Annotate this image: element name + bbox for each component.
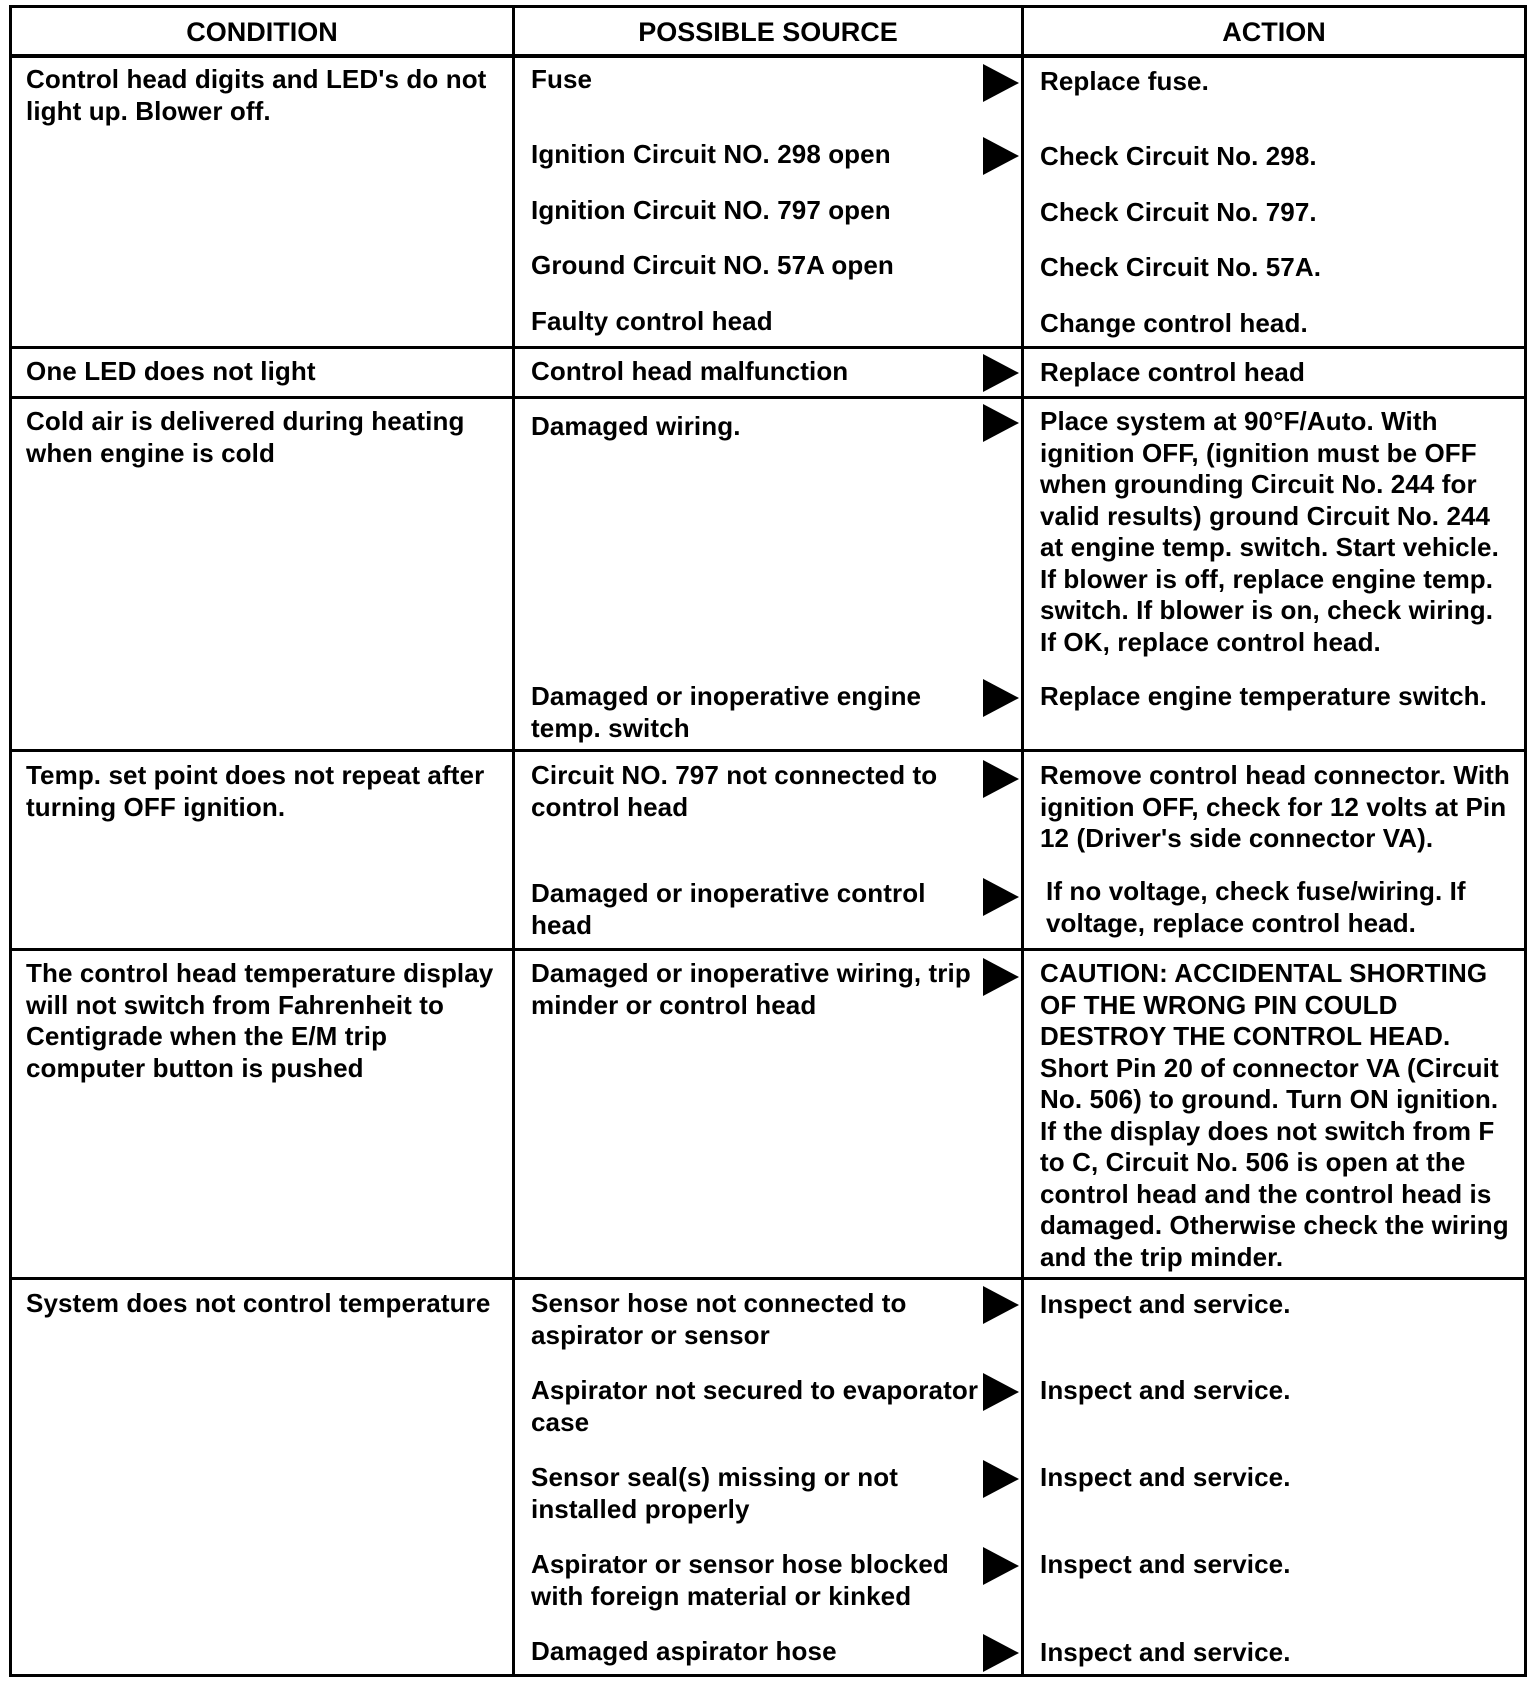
row-1-action-2: Check Circuit No. 298. xyxy=(1040,141,1317,171)
arrow-icon xyxy=(983,679,1019,717)
arrow-icon xyxy=(983,1547,1019,1585)
row-4-source-1: Circuit NO. 797 not connected to control head xyxy=(531,760,938,822)
row-6-action-2: Inspect and service. xyxy=(1040,1375,1291,1405)
row-6-source-4: Aspirator or sensor hose blocked with foreign material or kinked xyxy=(531,1549,949,1611)
row-1-source-5: Faulty control head xyxy=(531,306,773,336)
row-1-source-2: Ignition Circuit NO. 298 open xyxy=(531,139,891,169)
row-divider xyxy=(12,1277,1524,1280)
row-1-condition: Control head digits and LED's do not light up. Blower off. xyxy=(26,64,487,126)
row-6-action-5: Inspect and service. xyxy=(1040,1637,1291,1667)
diagnosis-table xyxy=(9,5,1527,1677)
row-1-source-1: Fuse xyxy=(531,64,593,94)
arrow-icon xyxy=(983,958,1019,996)
row-divider xyxy=(12,396,1524,399)
row-1-action-3: Check Circuit No. 797. xyxy=(1040,197,1317,227)
row-1-source-3: Ignition Circuit NO. 797 open xyxy=(531,195,891,225)
row-2-source-1: Control head malfunction xyxy=(531,356,849,386)
row-6-condition: System does not control temperature xyxy=(26,1288,491,1318)
row-1-action-5: Change control head. xyxy=(1040,308,1308,338)
row-3-source-2: Damaged or inoperative engine temp. switch xyxy=(531,681,922,743)
row-6-source-1: Sensor hose not connected to aspirator or sensor xyxy=(531,1288,907,1350)
row-4-action-1: Remove control head connector. With ignition OFF, check for 12 volts at Pin 12 (Driver's side connector VA). xyxy=(1040,760,1510,853)
row-1-action-4: Check Circuit No. 57A. xyxy=(1040,252,1322,282)
row-3-action-1: Place system at 90°F/Auto. With ignition OFF, (ignition must be OFF when grounding Circuit No. 244 for valid results) ground Circuit No. 244 at engine temp. switch. Start vehicle. If blower is off, replace engine temp. switch. If blower is on, check wiring. If OK, replace control head. xyxy=(1040,406,1499,657)
row-5-condition: The control head temperature display will not switch from Fahrenheit to Centigrade when the E/M trip computer button is pushed xyxy=(26,958,494,1083)
row-6-action-1: Inspect and service. xyxy=(1040,1289,1291,1319)
row-6-action-4: Inspect and service. xyxy=(1040,1549,1291,1579)
arrow-icon xyxy=(983,1373,1019,1411)
header-rule xyxy=(12,54,1524,58)
arrow-icon xyxy=(983,878,1019,916)
row-5-source-1: Damaged or inoperative wiring, trip minder or control head xyxy=(531,958,971,1020)
row-5-action-1 xyxy=(1040,958,1510,1273)
caution-text: CAUTION: ACCIDENTAL SHORTING OF THE WRONG PIN COULD DESTROY THE CONTROL HEAD. xyxy=(1040,958,1488,1051)
arrow-icon xyxy=(983,354,1019,392)
arrow-icon xyxy=(983,404,1019,442)
arrow-icon xyxy=(983,1634,1019,1672)
arrow-icon xyxy=(983,760,1019,798)
row-6-source-3: Sensor seal(s) missing or not installed properly xyxy=(531,1462,898,1524)
row-3-action-2: Replace engine temperature switch. xyxy=(1040,681,1487,711)
row-divider xyxy=(12,749,1524,752)
row-2-action-1: Replace control head xyxy=(1040,357,1305,387)
row-2-condition: One LED does not light xyxy=(26,356,316,386)
arrow-icon xyxy=(983,1460,1019,1498)
row-3-source-1: Damaged wiring. xyxy=(531,411,741,441)
row-4-source-2: Damaged or inoperative control head xyxy=(531,878,926,940)
arrow-icon xyxy=(983,137,1019,175)
header-action: ACTION xyxy=(1222,16,1326,47)
header-condition: CONDITION xyxy=(186,16,338,47)
row-6-source-2: Aspirator not secured to evaporator case xyxy=(531,1375,979,1437)
row-4-condition: Temp. set point does not repeat after turning OFF ignition. xyxy=(26,760,485,822)
arrow-icon xyxy=(983,64,1019,102)
row-1-action-1: Replace fuse. xyxy=(1040,66,1209,96)
row-divider xyxy=(12,346,1524,349)
row-1-source-4: Ground Circuit NO. 57A open xyxy=(531,250,894,280)
arrow-icon xyxy=(983,1286,1019,1324)
row-6-source-5: Damaged aspirator hose xyxy=(531,1636,837,1666)
header-possible-source: POSSIBLE SOURCE xyxy=(638,16,898,47)
row-6-action-3: Inspect and service. xyxy=(1040,1462,1291,1492)
caution-instructions: Short Pin 20 of connector VA (Circuit No. 506) to ground. Turn ON ignition. If the display does not switch from F to C, Circuit No. 506 is open at the control head and the control head is damaged. Otherwise check the wiring and the trip minder. xyxy=(1040,1052,1509,1272)
column-divider xyxy=(512,8,515,1674)
row-divider xyxy=(12,948,1524,951)
column-divider xyxy=(1021,8,1024,1674)
row-3-condition: Cold air is delivered during heating when engine is cold xyxy=(26,406,465,468)
row-4-action-2: If no voltage, check fuse/wiring. If voltage, replace control head. xyxy=(1046,876,1466,938)
